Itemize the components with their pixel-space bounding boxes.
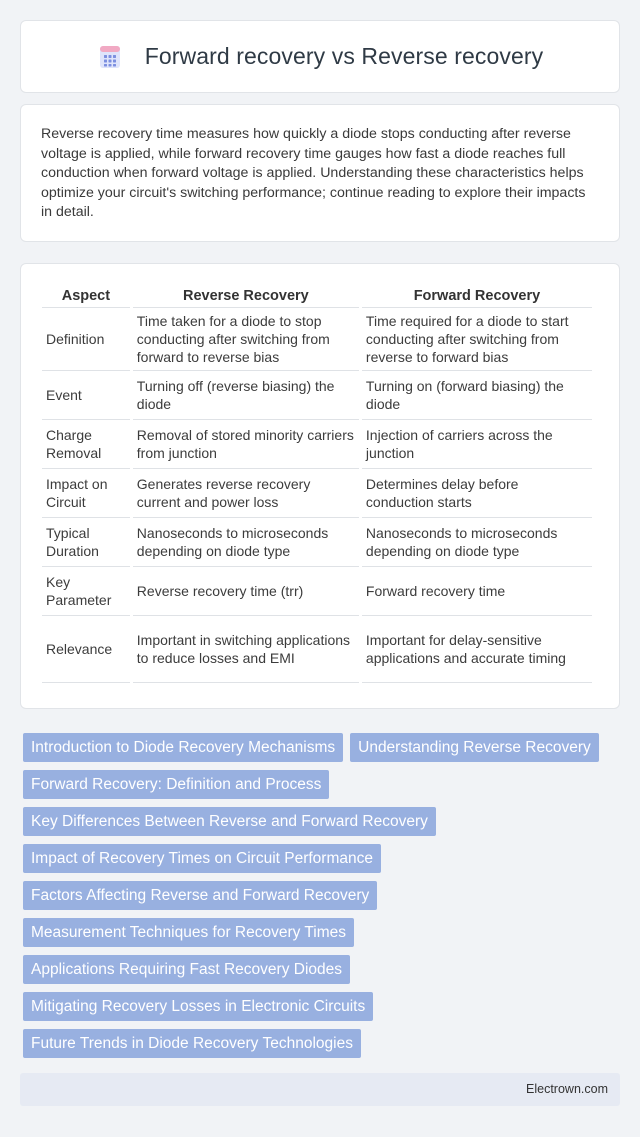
column-header-forward: Forward Recovery: [362, 284, 592, 308]
topic-link[interactable]: Understanding Reverse Recovery: [350, 733, 599, 762]
table-cell: Removal of stored minority carriers from junction: [133, 420, 359, 469]
table-row: [42, 308, 592, 371]
table-cell: Forward recovery time: [362, 567, 592, 616]
table-row: [42, 469, 592, 518]
topic-row: [23, 918, 623, 947]
calculator-grid-icon: [97, 44, 123, 70]
topic-link[interactable]: Forward Recovery: Definition and Process: [23, 770, 329, 799]
topic-link[interactable]: Introduction to Diode Recovery Mechanisms: [23, 733, 343, 762]
table-cell: Determines delay before conduction starts: [362, 469, 592, 518]
table-row: [42, 616, 592, 683]
table-cell: Typical Duration: [42, 518, 130, 567]
comparison-table: [39, 284, 595, 683]
table-cell: Definition: [42, 308, 130, 371]
table-cell: Reverse recovery time (trr): [133, 567, 359, 616]
topic-row: [23, 881, 623, 910]
topic-row: [23, 733, 623, 762]
table-row: [42, 518, 592, 567]
footer-site-name[interactable]: Electrown.com: [526, 1082, 608, 1096]
table-cell: Relevance: [42, 616, 130, 683]
table-row: [42, 567, 592, 616]
table-cell: Nanoseconds to microseconds depending on diode type: [133, 518, 359, 567]
topic-row: [23, 992, 623, 1021]
table-cell: Key Parameter: [42, 567, 130, 616]
table-cell: Nanoseconds to microseconds depending on diode type: [362, 518, 592, 567]
related-topics: [23, 733, 623, 1066]
table-header-row: [42, 284, 592, 308]
topic-row: [23, 955, 623, 984]
table-cell: Charge Removal: [42, 420, 130, 469]
topic-row: [23, 807, 623, 836]
intro-text: Reverse recovery time measures how quickly a diode stops conducting after reverse voltage is applied, while forward recovery time gauges how fast a diode reaches full conduction when forward voltage is applied. Understanding these characteristics helps optimize your circuit's switching performance; continue reading to explore their impacts in detail.: [41, 126, 586, 220]
table-cell: Event: [42, 371, 130, 420]
table-row: [42, 371, 592, 420]
topic-link[interactable]: Key Differences Between Reverse and Forward Recovery: [23, 807, 436, 836]
table-cell: Injection of carriers across the junction: [362, 420, 592, 469]
topic-link[interactable]: Applications Requiring Fast Recovery Diodes: [23, 955, 350, 984]
topic-link[interactable]: Future Trends in Diode Recovery Technologies: [23, 1029, 361, 1058]
topic-row: [23, 770, 623, 799]
column-header-aspect: Aspect: [42, 284, 130, 308]
table-cell: Time required for a diode to start conducting after switching from reverse to forward bias: [362, 308, 592, 371]
page-title: Forward recovery vs Reverse recovery: [144, 43, 544, 69]
topic-link[interactable]: Measurement Techniques for Recovery Times: [23, 918, 354, 947]
table-cell: Important for delay-sensitive applications and accurate timing: [362, 616, 592, 683]
table-cell: Important in switching applications to reduce losses and EMI: [133, 616, 359, 683]
topic-row: [23, 1029, 623, 1058]
table-cell: Turning off (reverse biasing) the diode: [133, 371, 359, 420]
topic-link[interactable]: Mitigating Recovery Losses in Electronic Circuits: [23, 992, 373, 1021]
table-cell: Generates reverse recovery current and power loss: [133, 469, 359, 518]
topic-link[interactable]: Impact of Recovery Times on Circuit Performance: [23, 844, 381, 873]
comparison-table-card: [20, 263, 620, 709]
footer: [20, 1073, 620, 1106]
table-row: [42, 420, 592, 469]
table-cell: Impact on Circuit: [42, 469, 130, 518]
table-cell: Time taken for a diode to stop conducting after switching from forward to reverse bias: [133, 308, 359, 371]
topic-row: [23, 844, 623, 873]
intro-card: [20, 104, 620, 242]
header-card: [20, 20, 620, 93]
topic-link[interactable]: Factors Affecting Reverse and Forward Recovery: [23, 881, 377, 910]
table-cell: Turning on (forward biasing) the diode: [362, 371, 592, 420]
column-header-reverse: Reverse Recovery: [133, 284, 359, 308]
